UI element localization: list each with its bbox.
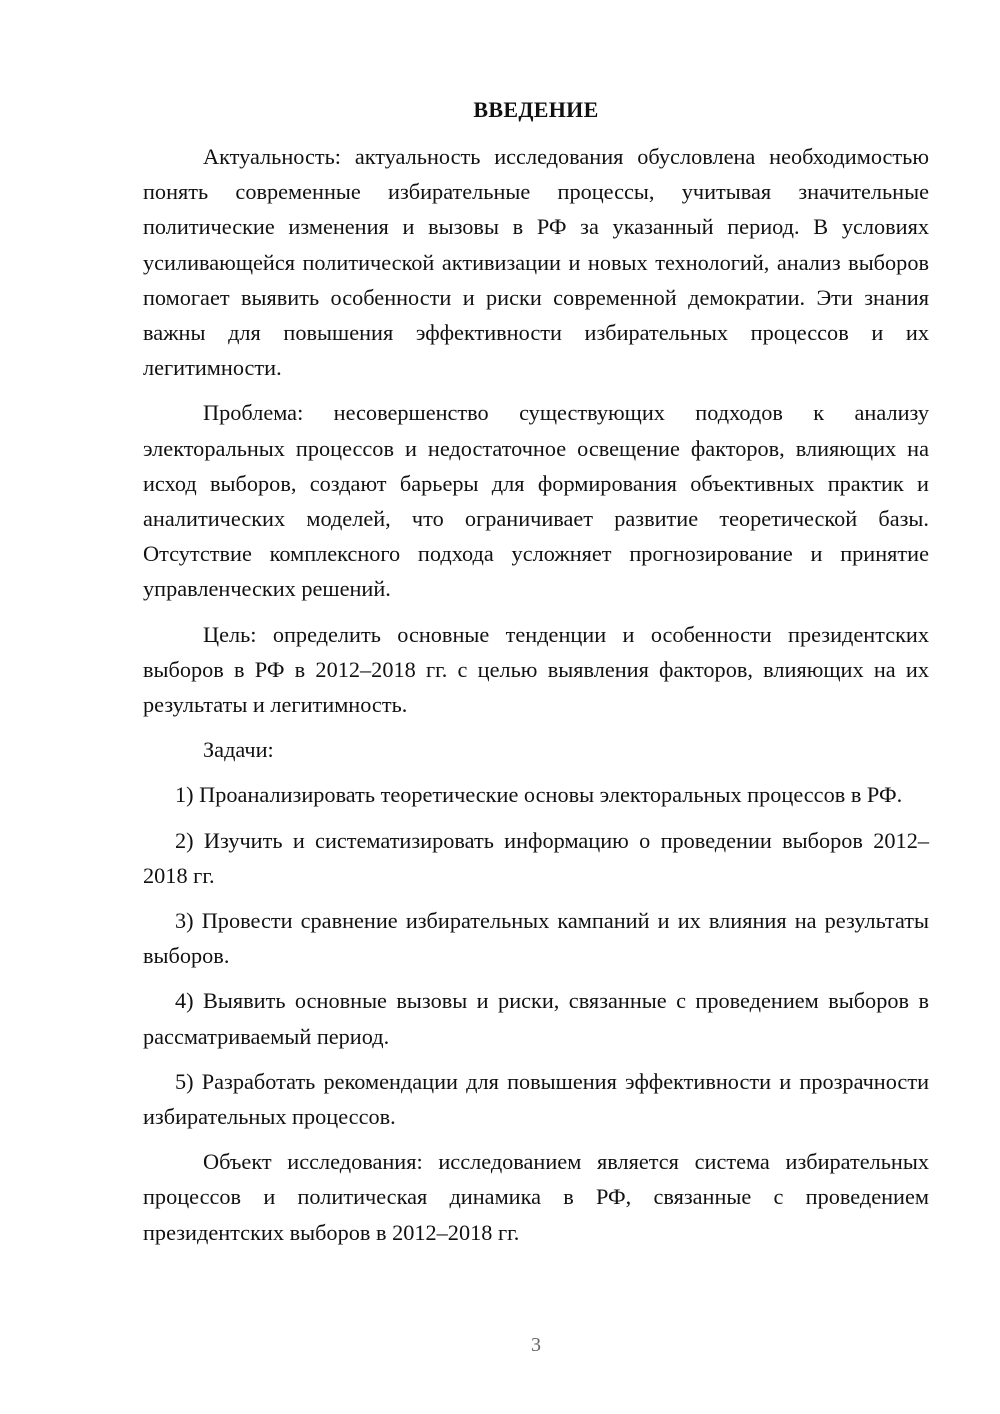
page-body — [143, 92, 929, 1250]
task-item-2: 2) Изучить и систематизировать информацию о проведении выборов 2012–2018 гг. — [143, 827, 929, 888]
task-item-5: 5) Разработать рекомендации для повышения эффективности и прозрачности избирательных процессов. — [143, 1068, 929, 1130]
goal-paragraph: Цель: определить основные тенденции и особенности президентских выборов в РФ в 2012–2018 гг. с целью выявления факторов, влияющих на их результаты и легитимность. — [143, 621, 929, 718]
page-number: 3 — [531, 1334, 541, 1356]
relevance-paragraph: Актуальность: актуальность исследования обусловлена необходимостью понять современные избирательные процессы, учитывая значительные политические изменения и вызовы в РФ за указанный период. В условиях усиливающейся политической активизации и новых технологий, анализ выборов помогает выявить особенности и риски современной демократии. Эти знания важны для повышения эффективности избирательных процессов и их легитимности. — [143, 144, 929, 381]
task-item-4: 4) Выявить основные вызовы и риски, связанные с проведением выборов в рассматриваемый период. — [143, 988, 929, 1049]
problem-paragraph: Проблема: несовершенство существующих подходов к анализу электоральных процессов и недостаточное освещение факторов, влияющих на исход выборов, создают барьеры для формирования объективных практик и аналитических моделей, что ограничивает развитие теоретической базы. Отсутствие комплексного подхода усложняет прогнозирование и принятие управленческих решений. — [143, 400, 929, 602]
task-item-3: 3) Провести сравнение избирательных кампаний и их влияния на результаты выборов. — [143, 908, 929, 969]
task-item-1: 1) Проанализировать теоретические основы электоральных процессов в РФ. — [175, 782, 903, 808]
page-title: ВВЕДЕНИЕ — [473, 97, 599, 122]
tasks-heading: Задачи: — [203, 737, 274, 763]
object-paragraph: Объект исследования: исследованием является система избирательных процессов и политическая динамика в РФ, связанные с проведением президентских выборов в 2012–2018 гг. — [143, 1149, 929, 1245]
